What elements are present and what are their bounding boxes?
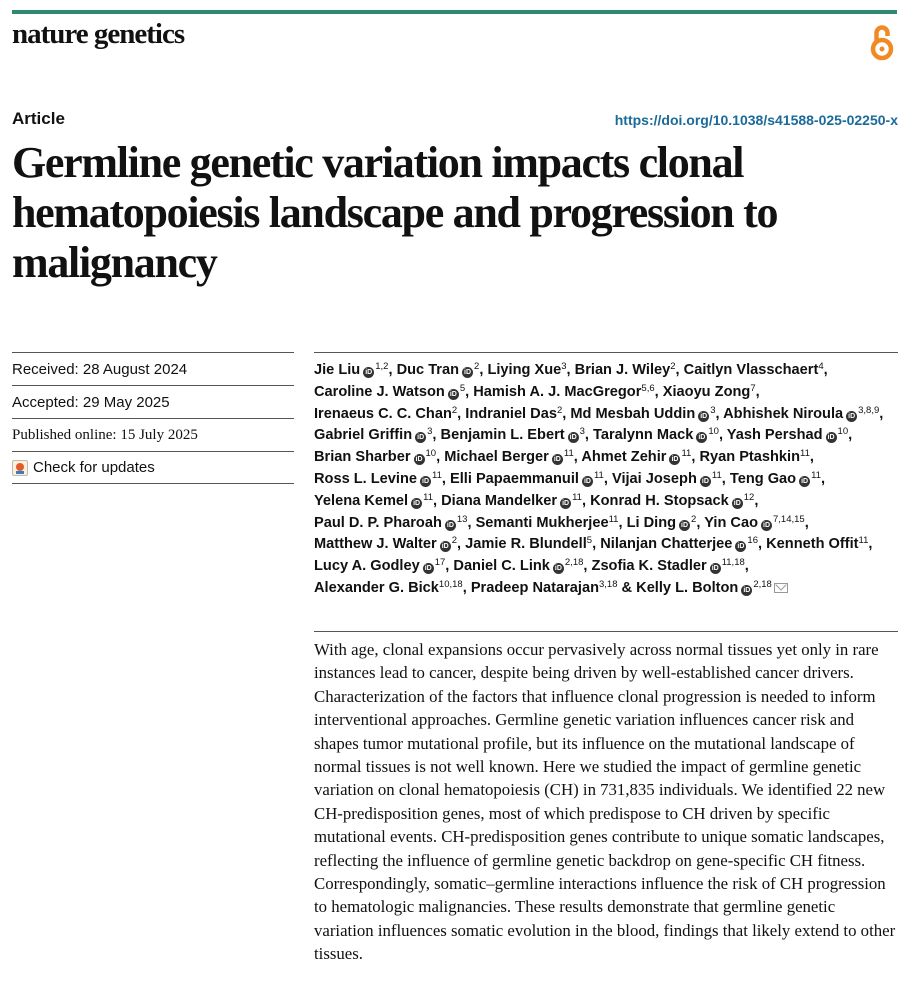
- orcid-icon[interactable]: iD: [711, 565, 719, 573]
- affiliation-number[interactable]: 2: [474, 361, 480, 372]
- author-label: Hamish A. J. MacGregor: [473, 383, 642, 400]
- author-label: Jamie R. Blundell: [465, 536, 587, 553]
- author-separator: ,: [462, 579, 467, 596]
- author-label: Semanti Mukherjee: [475, 514, 609, 531]
- author-label: Xiaoyu Zong: [662, 383, 751, 400]
- orcid-icon[interactable]: iD: [464, 369, 472, 376]
- author-separator: ,: [618, 514, 623, 531]
- affiliation-number[interactable]: 5,6: [641, 382, 655, 394]
- author-label: Md Mesbah Uddin: [570, 405, 696, 422]
- received-date: Received: 28 August 2024: [12, 352, 294, 385]
- author-label: Daniel C. Link: [453, 558, 550, 575]
- author-name[interactable]: [684, 362, 828, 378]
- affiliation-number[interactable]: 7: [750, 382, 756, 394]
- affiliation-number[interactable]: 3,8,9: [858, 404, 880, 416]
- affiliation-number[interactable]: 2: [691, 513, 697, 525]
- author-name[interactable]: [441, 427, 589, 443]
- author-label: Duc Tran: [396, 362, 460, 378]
- open-access-icon[interactable]: [868, 22, 896, 62]
- abstract: With age, clonal expansions occur pervasively across normal tissues yet only in rare instances lead to cancer, despite being driven by well-established cancer drivers. Characterization of the factors that influence clonal progression is needed to inform interventional approaches. Germline genetic variation influences cancer risk and shapes tumor mutational profile, but its influence on the mutational landscape of normal tissues is not well known. Here we studied the impact of germline genetic variation on clonal hematopoiesis (CH) in 731,835 individuals. We identified 22 new CH-predisposition genes, most of which predispose to CH driven by specific mutational events. CH-predisposition genes contribute to unique somatic landscapes, reflecting the influence of germline genetic backdrop on gene-specific CH fitness. Correspondingly, somatic–germline interactions influence the risk of CH progression to hematologic malignancies. These results demonstrate that germline genetic variation influences somatic evolution in the blood, findings that likely extend to other tissues.: [314, 631, 898, 966]
- author-name[interactable]: [487, 362, 570, 378]
- author-name[interactable]: [723, 406, 883, 422]
- affiliation-number[interactable]: 11: [681, 448, 692, 460]
- affiliation-number[interactable]: 2: [451, 404, 458, 416]
- author-separator: ,: [467, 514, 472, 531]
- author-separator: ,: [436, 449, 441, 466]
- author-separator: ,: [562, 405, 567, 422]
- author-separator: ,: [573, 449, 578, 466]
- author-name[interactable]: [441, 493, 586, 509]
- author-name[interactable]: [314, 493, 437, 509]
- author-separator: &: [617, 579, 633, 596]
- orcid-icon[interactable]: iD: [365, 369, 373, 376]
- orcid-icon[interactable]: iD: [415, 456, 423, 464]
- author-name[interactable]: [766, 536, 872, 552]
- author-label: Yin Cao: [704, 514, 758, 531]
- orcid-icon[interactable]: iD: [801, 477, 809, 485]
- author-name[interactable]: [575, 362, 680, 378]
- author-label: Abhishek Niroula: [723, 405, 844, 422]
- orcid-icon[interactable]: iD: [449, 390, 457, 398]
- author-label: Yash Pershad: [726, 427, 823, 444]
- author-label: Brian Sharber: [314, 449, 411, 466]
- author-separator: ,: [457, 405, 462, 422]
- author-label: Ross L. Levine: [314, 470, 417, 487]
- journal-logo[interactable]: nature genetics: [12, 18, 185, 50]
- author-separator: ,: [718, 427, 723, 444]
- affiliation-number[interactable]: 3: [561, 361, 567, 372]
- affiliation-number[interactable]: 11: [711, 469, 722, 481]
- article-type: Article: [12, 109, 65, 128]
- email-icon[interactable]: [774, 583, 788, 593]
- author-label: Taralynn Mack: [593, 427, 694, 444]
- author-label: Caitlyn Vlasschaert: [683, 362, 819, 378]
- author-separator: ,: [755, 383, 760, 400]
- author-separator: ,: [715, 405, 720, 422]
- author-name[interactable]: [314, 536, 461, 552]
- affiliation-number[interactable]: 11: [800, 448, 810, 460]
- orcid-icon[interactable]: iD: [554, 565, 562, 573]
- author-label: Yelena Kemel: [314, 492, 409, 509]
- author-separator: ,: [809, 449, 814, 466]
- author-separator: ,: [465, 383, 470, 400]
- affiliation-number[interactable]: 11: [563, 448, 574, 460]
- author-label: Alexander G. Bick: [314, 579, 439, 596]
- author-name[interactable]: [314, 580, 467, 596]
- author-name[interactable]: [465, 406, 566, 422]
- author-name[interactable]: [704, 515, 809, 531]
- doi-link[interactable]: https://doi.org/10.1038/s41588-025-02250-x: [614, 112, 898, 128]
- author-name[interactable]: [314, 406, 461, 422]
- affiliation-number[interactable]: 2: [556, 404, 563, 416]
- author-name[interactable]: [476, 515, 623, 531]
- author-label: Benjamin L. Ebert: [440, 427, 565, 444]
- orcid-icon[interactable]: iD: [701, 477, 709, 485]
- author-separator: ,: [848, 427, 853, 444]
- orcid-icon[interactable]: iD: [827, 434, 835, 442]
- orcid-icon[interactable]: iD: [681, 521, 689, 529]
- author-separator: ,: [820, 470, 826, 487]
- orcid-icon[interactable]: iD: [848, 412, 856, 420]
- author-label: Kenneth Offit: [766, 536, 859, 553]
- author-label: Diana Mandelker: [441, 492, 558, 509]
- author-separator: ,: [479, 362, 484, 378]
- author-separator: ,: [654, 383, 659, 400]
- orcid-icon[interactable]: iD: [553, 456, 561, 464]
- affiliation-number[interactable]: 5: [586, 535, 593, 547]
- author-name[interactable]: [314, 449, 440, 465]
- affiliation-number[interactable]: 11: [858, 535, 869, 547]
- author-label: Zsofia K. Stadler: [591, 558, 707, 575]
- author-separator: ,: [691, 449, 696, 466]
- affiliation-number[interactable]: 11: [608, 513, 619, 525]
- author-label: Caroline J. Watson: [314, 383, 445, 400]
- author-separator: ,: [758, 536, 763, 553]
- author-separator: ,: [566, 362, 571, 378]
- author-separator: ,: [603, 470, 608, 487]
- author-list: [314, 352, 898, 600]
- affiliation-number[interactable]: 10: [837, 426, 849, 438]
- affiliation-number[interactable]: 11: [423, 491, 433, 503]
- author-name[interactable]: [314, 362, 393, 378]
- author-name[interactable]: [465, 536, 596, 552]
- check-updates-link[interactable]: [12, 451, 294, 484]
- affiliation-number[interactable]: 5: [459, 382, 466, 394]
- affiliation-number[interactable]: 3: [710, 404, 716, 416]
- affiliation-number[interactable]: 11: [811, 469, 821, 481]
- author-label: Gabriel Griffin: [314, 427, 413, 444]
- author-label: Pradeep Natarajan: [470, 579, 599, 596]
- author-separator: ,: [432, 492, 438, 509]
- author-label: Vijai Joseph: [611, 470, 697, 487]
- published-date: Published online: 15 July 2025: [12, 418, 294, 451]
- orcid-icon[interactable]: iD: [413, 499, 421, 507]
- author-name[interactable]: [612, 471, 726, 487]
- author-separator: ,: [879, 405, 884, 422]
- author-name[interactable]: [471, 580, 632, 596]
- author-name[interactable]: [627, 515, 701, 531]
- orcid-icon[interactable]: iD: [446, 521, 454, 529]
- author-name[interactable]: [592, 558, 749, 574]
- author-separator: ,: [696, 514, 701, 531]
- affiliation-number[interactable]: 11,18: [721, 557, 745, 569]
- author-label: Kelly L. Bolton: [636, 579, 739, 596]
- author-separator: ,: [804, 514, 809, 531]
- orcid-icon[interactable]: iD: [583, 477, 591, 485]
- author-name[interactable]: [570, 406, 719, 422]
- author-name[interactable]: [590, 493, 758, 509]
- author-separator: ,: [675, 362, 680, 378]
- author-label: Nilanjan Chatterjee: [600, 536, 733, 553]
- check-updates-label: Check for updates: [33, 459, 155, 476]
- affiliation-number[interactable]: 10: [425, 448, 437, 460]
- author-label: Li Ding: [626, 514, 677, 531]
- article-history: [12, 352, 294, 484]
- author-name[interactable]: [444, 449, 578, 465]
- author-name[interactable]: [699, 449, 814, 465]
- orcid-icon[interactable]: iD: [763, 521, 770, 529]
- affiliation-number[interactable]: 17: [434, 557, 446, 569]
- orcid-icon[interactable]: iD: [417, 434, 425, 442]
- affiliation-number[interactable]: 3,18: [599, 578, 618, 590]
- orcid-icon[interactable]: iD: [569, 434, 577, 442]
- affiliation-number[interactable]: 11: [432, 469, 442, 481]
- affiliation-number[interactable]: 2,18: [753, 578, 772, 590]
- check-updates-icon: [12, 460, 28, 476]
- author-name[interactable]: [600, 536, 762, 552]
- author-name[interactable]: [473, 384, 658, 400]
- affiliation-number[interactable]: 2,18: [564, 557, 584, 569]
- author-name[interactable]: [730, 471, 825, 487]
- orcid-icon[interactable]: iD: [743, 586, 751, 594]
- affiliation-number[interactable]: 1,2: [375, 361, 389, 372]
- author-name[interactable]: [450, 471, 608, 487]
- author-label: Jie Liu: [314, 362, 361, 378]
- affiliation-number[interactable]: 4: [818, 361, 824, 372]
- orcid-icon[interactable]: iD: [562, 499, 570, 507]
- author-label: Liying Xue: [487, 362, 562, 378]
- author-name[interactable]: [314, 558, 449, 574]
- article-title: Germline genetic variation impacts clonal hematopoiesis landscape and progression to malignancy: [12, 138, 778, 287]
- author-separator: ,: [744, 558, 749, 575]
- affiliation-number[interactable]: 7,14,15: [773, 513, 805, 525]
- orcid-icon[interactable]: iD: [671, 456, 679, 464]
- author-separator: ,: [592, 536, 597, 553]
- orcid-icon[interactable]: iD: [737, 543, 745, 551]
- accepted-date: Accepted: 29 May 2025: [12, 385, 294, 418]
- author-name[interactable]: [453, 558, 587, 574]
- author-separator: ,: [581, 492, 587, 509]
- affiliation-number[interactable]: 11: [572, 491, 582, 503]
- author-label: Ahmet Zehir: [581, 449, 667, 466]
- author-label: Elli Papaemmanuil: [450, 470, 579, 487]
- affiliation-number[interactable]: 16: [747, 535, 758, 547]
- orcid-icon[interactable]: iD: [441, 543, 449, 551]
- affiliation-number[interactable]: 3: [579, 426, 585, 438]
- author-label: Indraniel Das: [465, 405, 557, 422]
- orcid-icon[interactable]: iD: [700, 412, 708, 420]
- author-separator: ,: [754, 492, 759, 509]
- author-separator: ,: [432, 427, 437, 444]
- affiliation-number[interactable]: 13: [456, 513, 468, 525]
- author-separator: ,: [388, 362, 393, 378]
- affiliation-number[interactable]: 11: [593, 469, 604, 481]
- author-name[interactable]: [636, 580, 788, 596]
- author-separator: ,: [445, 558, 450, 575]
- author-label: Brian J. Wiley: [574, 362, 671, 378]
- author-separator: ,: [823, 362, 828, 378]
- author-name[interactable]: [397, 362, 484, 378]
- author-name[interactable]: [581, 449, 695, 465]
- author-separator: ,: [441, 470, 446, 487]
- author-label: Konrad H. Stopsack: [590, 492, 729, 509]
- author-name[interactable]: [314, 384, 469, 400]
- author-separator: ,: [868, 536, 873, 553]
- author-label: Paul D. P. Pharoah: [314, 514, 442, 531]
- author-name[interactable]: [314, 427, 436, 443]
- author-name[interactable]: [593, 427, 723, 443]
- affiliation-number[interactable]: 3: [427, 426, 433, 438]
- affiliation-number[interactable]: 2: [451, 535, 458, 547]
- author-label: Ryan Ptashkin: [699, 449, 801, 466]
- journal-color-bar: [12, 10, 897, 14]
- author-name[interactable]: [727, 427, 852, 443]
- author-separator: ,: [583, 558, 588, 575]
- author-separator: ,: [457, 536, 462, 553]
- author-separator: ,: [721, 470, 726, 487]
- author-label: Matthew J. Walter: [314, 536, 437, 553]
- author-label: Lucy A. Godley: [314, 558, 420, 575]
- affiliation-number[interactable]: 12: [743, 491, 755, 503]
- orcid-icon[interactable]: iD: [422, 477, 429, 485]
- orcid-icon[interactable]: iD: [698, 434, 706, 442]
- affiliation-number[interactable]: 2: [670, 361, 676, 372]
- orcid-icon[interactable]: iD: [424, 565, 432, 573]
- author-label: Irenaeus C. C. Chan: [314, 405, 452, 422]
- author-name[interactable]: [314, 515, 472, 531]
- orcid-icon[interactable]: iD: [733, 499, 741, 507]
- author-name[interactable]: [663, 384, 760, 400]
- author-separator: ,: [584, 427, 589, 444]
- affiliation-number[interactable]: 10: [708, 426, 719, 438]
- affiliation-number[interactable]: 10,18: [438, 578, 463, 590]
- author-label: Teng Gao: [729, 470, 797, 487]
- author-label: Michael Berger: [444, 449, 549, 466]
- author-name[interactable]: [314, 471, 446, 487]
